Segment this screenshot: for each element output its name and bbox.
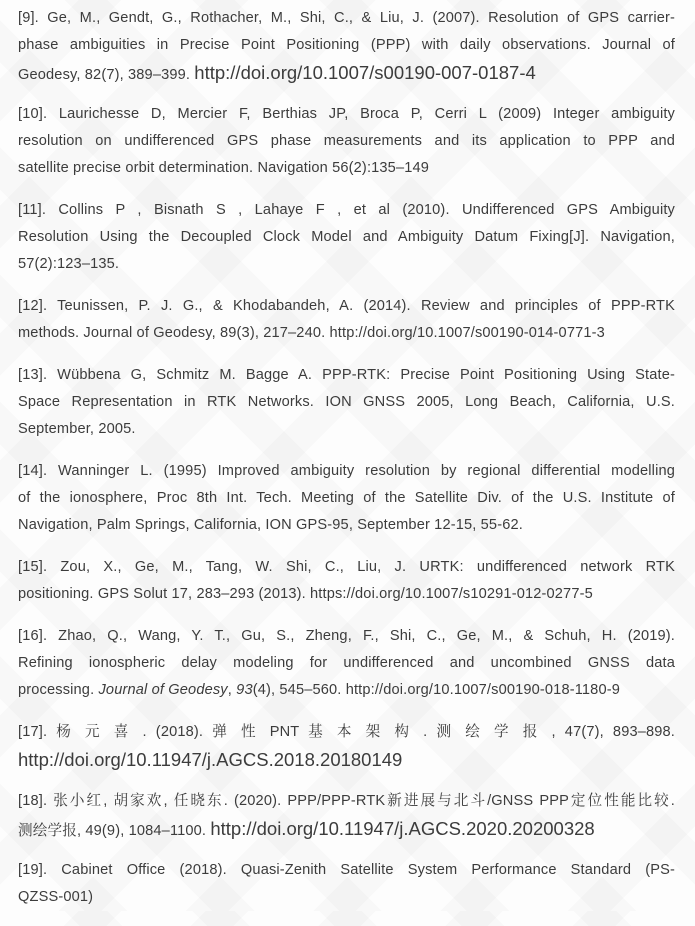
italic-text: Journal of Geodesy (98, 682, 228, 698)
reference-17 (18, 719, 675, 773)
italic-text: 93 (236, 682, 253, 698)
reference-16 (18, 623, 675, 704)
reference-text: Space Representation in RTK Networks. ION GNSS 2005, Long Beach, California, U.S. (18, 394, 675, 410)
reference-text: Geodesy, 82(7), 389–399. (18, 67, 195, 83)
reference-line (18, 128, 675, 155)
reference-15 (18, 554, 675, 608)
reference-line (18, 389, 675, 416)
reference-text: Resolution Using the Decoupled Clock Model and Ambiguity Datum Fixing[J]. Navigation, (18, 229, 675, 245)
reference-18 (18, 788, 675, 842)
reference-line (18, 59, 675, 86)
reference-line (18, 224, 675, 251)
reference-line (18, 197, 675, 224)
reference-line (18, 746, 675, 773)
reference-line (18, 581, 675, 608)
reference-text: 57(2):123–135. (18, 256, 120, 272)
reference-text: [16]. Zhao, Q., Wang, Y. T., Gu, S., Zheng, F., Shi, C., Ge, M., & Schuh, H. (2019). (18, 628, 675, 644)
reference-text: phase ambiguities in Precise Point Positioning (PPP) with daily observations. Journal of (18, 37, 675, 53)
reference-line (18, 251, 675, 278)
reference-text: of the ionosphere, Proc 8th Int. Tech. Meeting of the Satellite Div. of the U.S. Institute of (18, 490, 675, 506)
reference-line (18, 416, 675, 443)
doi-link[interactable]: http://doi.org/10.11947/j.AGCS.2020.20200328 (210, 818, 595, 839)
reference-10 (18, 101, 675, 182)
reference-text: QZSS-001) (18, 889, 94, 905)
doi-link[interactable]: http://doi.org/10.1007/s00190-007-0187-4 (194, 62, 536, 83)
reference-text: positioning. GPS Solut 17, 283–293 (2013). https://doi.org/10.1007/s10291-012-0277-5 (18, 586, 593, 602)
reference-text: Refining ionospheric delay modeling for undifferenced and uncombined GNSS data (18, 655, 675, 671)
reference-14 (18, 458, 675, 539)
reference-text: [10]. Laurichesse D, Mercier F, Berthias JP, Broca P, Cerri L (2009) Integer ambiguity (18, 106, 675, 122)
reference-9 (18, 5, 675, 86)
reference-line (18, 719, 675, 746)
reference-text: processing. (18, 682, 99, 698)
reference-text: [18]. 张小红, 胡家欢, 任晓东. (2020). PPP/PPP-RTK新进展与北斗/GNSS PPP定位性能比较. (18, 793, 675, 809)
reference-text: September, 2005. (18, 421, 136, 437)
reference-text: [13]. Wübbena G, Schmitz M. Bagge A. PPP-RTK: Precise Point Positioning Using State- (18, 367, 675, 383)
reference-text: [19]. Cabinet Office (2018). Quasi-Zenith Satellite System Performance Standard (PS- (18, 862, 675, 878)
reference-text: satellite precise orbit determination. Navigation 56(2):135–149 (18, 160, 430, 176)
reference-text: Navigation, Palm Springs, California, ION GPS-95, September 12-15, 55-62. (18, 517, 523, 533)
reference-line (18, 884, 675, 911)
reference-line (18, 788, 675, 815)
reference-line (18, 458, 675, 485)
reference-text: resolution on undifferenced GPS phase measurements and its application to PPP and (18, 133, 675, 149)
reference-text: 测绘学报, 49(9), 1084–1100. (18, 823, 211, 839)
reference-line (18, 101, 675, 128)
reference-line (18, 5, 675, 32)
reference-text: [14]. Wanninger L. (1995) Improved ambiguity resolution by regional differential modelling (18, 463, 675, 479)
reference-line (18, 512, 675, 539)
reference-line (18, 320, 675, 347)
reference-line (18, 362, 675, 389)
reference-line (18, 857, 675, 884)
doi-link[interactable]: http://doi.org/10.11947/j.AGCS.2018.20180149 (18, 749, 403, 770)
reference-line (18, 155, 675, 182)
reference-12 (18, 293, 675, 347)
reference-line (18, 650, 675, 677)
reference-text: [9]. Ge, M., Gendt, G., Rothacher, M., Shi, C., & Liu, J. (2007). Resolution of GPS carrier- (18, 10, 675, 26)
reference-11 (18, 197, 675, 278)
reference-19 (18, 857, 675, 911)
reference-line (18, 623, 675, 650)
reference-line (18, 485, 675, 512)
reference-line (18, 554, 675, 581)
reference-line (18, 677, 675, 704)
reference-line (18, 815, 675, 842)
reference-line (18, 293, 675, 320)
reference-text: (4), 545–560. http://doi.org/10.1007/s00190-018-1180-9 (252, 682, 620, 698)
reference-text: [12]. Teunissen, P. J. G., & Khodabandeh, A. (2014). Review and principles of PPP-RTK (18, 298, 675, 314)
reference-text: [11]. Collins P , Bisnath S , Lahaye F , et al (2010). Undifferenced GPS Ambiguity (18, 202, 675, 218)
reference-13 (18, 362, 675, 443)
reference-text: [15]. Zou, X., Ge, M., Tang, W. Shi, C., Liu, J. URTK: undifferenced network RTK (18, 559, 675, 575)
reference-list (18, 5, 675, 926)
reference-line (18, 32, 675, 59)
reference-text: , (227, 682, 237, 698)
reference-text: [17]. 杨 元 喜 . (2018). 弹 性 PNT 基 本 架 构 . 测 绘 学 报 , 47(7), 893–898. (18, 724, 675, 740)
reference-text: methods. Journal of Geodesy, 89(3), 217–240. http://doi.org/10.1007/s00190-014-0771-3 (18, 325, 605, 341)
